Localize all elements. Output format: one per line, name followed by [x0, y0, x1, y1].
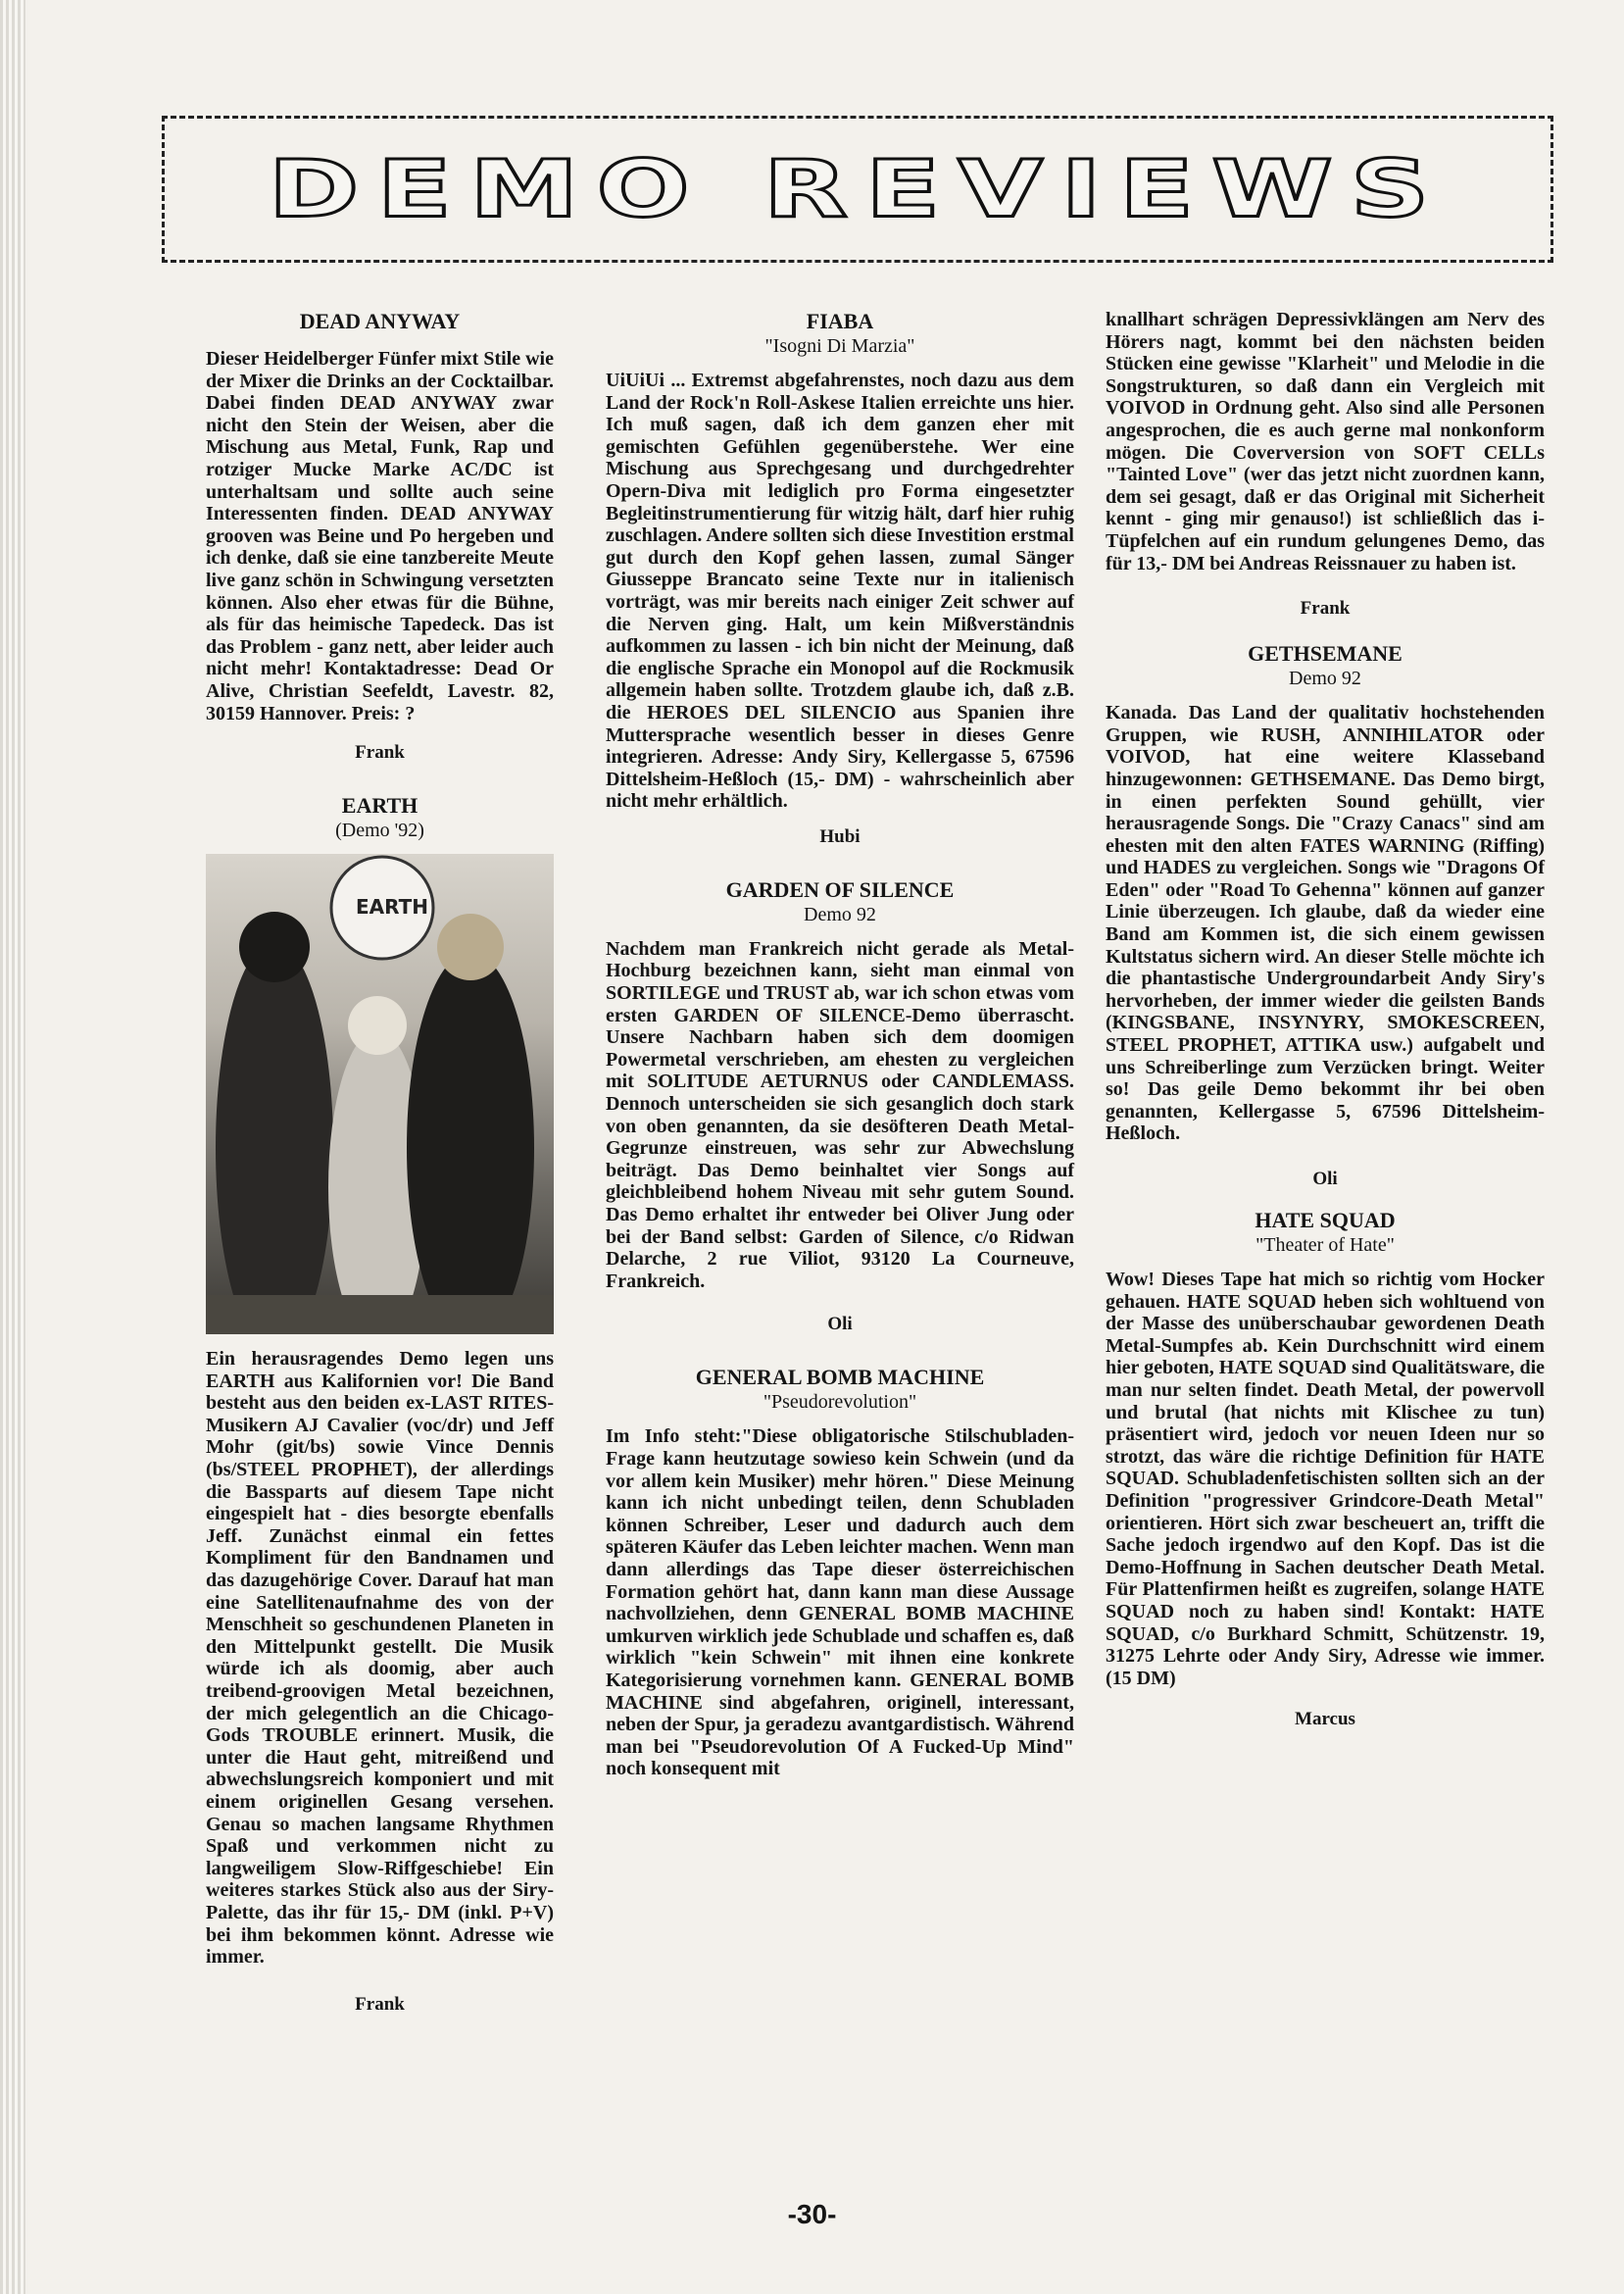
review-author: Oli — [827, 1314, 853, 1335]
page-number: -30- — [787, 2199, 837, 2229]
band-photo — [206, 854, 554, 1334]
band-logo-text: EARTH — [356, 895, 429, 920]
review-text-general-bomb-machine: Im Info steht:"Diese obligatorische Stilschubladen-Frage kann heutzutage sowieso kein Schwein (und da vor allem kein Musiker) mehr hören." Diese Meinung kann ich nicht unbedingt teilen, denn Schubladen können Schreiber, Leser und dadurch auch dem späteren Käufer das Leben leichter machen. Wenn man dann allerdings das Tape dieser österreichischen Formation gehört hat, dann kann man diese Aussage nachvollziehen, denn GENERAL BOMB MACHINE umkurven wirklich jede Schublade und schaffen es, daß wirklich "kein Schwein" mit ihnen eine konkrete Kategorisierung vornehmen kann. GENERAL BOMB MACHINE sind abgefahren, originell, interessant, neben der Spur, ja geradezu avantgardistisch. Während man bei "Pseudorevolution Of A Fucked-Up Mind" noch konsequent mit — [606, 1425, 1074, 1780]
review-subtitle-garden-of-silence: Demo 92 — [804, 903, 876, 925]
review-author: Marcus — [1295, 1709, 1355, 1730]
banner-title: DEMO REVIEWS — [268, 143, 1448, 235]
review-title-general-bomb-machine: GENERAL BOMB MACHINE — [695, 1365, 985, 1390]
review-title-garden-of-silence: GARDEN OF SILENCE — [725, 876, 955, 902]
review-title-earth: EARTH — [341, 793, 418, 819]
review-author: Frank — [355, 742, 405, 764]
review-author: Hubi — [819, 825, 861, 847]
review-text-gethsemane: Kanada. Das Land der qualitativ hochstehenden Gruppen, wie RUSH, ANNIHILATOR oder VOIVOD, hat eine weitere Klasseband hinzugewonnen: GETHSEMANE. Das Demo birgt, in einen perfekten Sound gehüllt, vier herausragende Songs. Die "Crazy Canacs" sind am ehesten mit den alten FATES WARNING (Riffing) und HADES zu vergleichen. Songs wie "Dragons Of Eden" oder "Road To Gehenna" können auf ganzer Linie überzeugen. Ich glaube, daß da wieder eine Band am Kommen ist, die sich einem gewissen Kultstatus sichern wird. An dieser Stelle möchte ich die phantastische Undergroundarbeit Andy Siry's hervorheben, der immer wieder die geilsten Bands (KINGSBANE, INSYNYRY, SMOKESCREEN, STEEL PROPHET, ATTIKA usw.) aufgabelt und uns Schreiberlinge zum Verzücken bringt. Weiter so! Das geile Demo bekommt ihr bei oben genannten, Kellergasse 5, 67596 Dittelsheim-Heßloch. — [1106, 702, 1545, 1145]
review-title-dead-anyway: DEAD ANYWAY — [299, 309, 461, 333]
review-subtitle-earth: (Demo '92) — [335, 820, 424, 842]
review-title-fiaba: FIABA — [806, 309, 874, 333]
review-subtitle-hate-squad: "Theater of Hate" — [1255, 1234, 1395, 1256]
review-author: Oli — [1312, 1169, 1338, 1189]
review-text-earth: Ein herausragendes Demo legen uns EARTH aus Kalifornien vor! Die Band besteht aus den beiden ex-LAST RITES-Musikern AJ Cavalier (voc/dr) und Jeff Mohr (git/bs) sowie Vince Dennis (bs/STEEL PROPHET), der allerdings die Bassparts auf diesem Tape nicht eingespielt hat - dies besorgte ebenfalls Jeff. Zunächst einmal ein fettes Kompliment für den Bandnamen und das dazugehörige Cover. Darauf hat man eine Satellitenaufnahme des von der Menschheit so geschundenen Planeten in den Mittelpunkt gestellt. Die Musik würde ich als doomig, aber auch treibend-groovigen Metal bezeichnen, der mich gelegentlich an die Chicago-Gods TROUBLE erinnert. Musik, die unter die Haut geht, mitreißend und abwechslungsreich komponiert und mit einem originellen Gesang versehen. Genau so machen langsame Rhythmen Spaß und verkommen nicht zu langweiligem Slow-Riffgeschiebe! Ein weiteres starkes Stück also aus der Siry-Palette, das ihr für 15,- DM (inkl. P+V) bei ihm bekommen könnt. Adresse wie immer. — [206, 1348, 554, 1969]
section-banner — [162, 116, 1553, 263]
column-3 — [1106, 309, 1545, 1746]
review-text-hate-squad: Wow! Dieses Tape hat mich so richtig vom Hocker gehauen. HATE SQUAD heben sich wohltuend von der Masse des unüberschaubar gewordenen Death Metal-Sumpfes ab. Kein Durchschnitt wird einem hier geboten, HATE SQUAD sind Qualitätsware, die man nur selten findet. Death Metal, der powervoll und brutal (hat nichts mit Klischee zu tun) präsentiert wird, jedoch vor neuen Ideen nur so strotzt, das wäre die richtige Definition für HATE SQUAD. Schubladenfetischisten sollten sich an der Definition "progressiver Grindcore-Death Metal" orientieren. Hört sich zwar bescheuert an, trifft die Sache jedoch irgendwo auf den Kopf. Das ist die Demo-Hoffnung in Sachen deutscher Death Metal. Für Plattenfirmen heißt es zugreifen, solange HATE SQUAD noch zu haben sind! Kontakt: HATE SQUAD, c/o Burkhard Schmitt, Schützenstr. 19, 31275 Lehrte oder Andy Siry, Adresse wie immer. (15 DM) — [1106, 1269, 1545, 1689]
review-text-garden-of-silence: Nachdem man Frankreich nicht gerade als Metal-Hochburg bezeichnen kann, sieht man einmal von SORTILEGE und TRUST ab, war ich schon etwas vom ersten GARDEN OF SILENCE-Demo überrascht. Unsere Nachbarn haben sich dem doomigen Powermetal verschrieben, am ehesten zu vergleichen mit SOLITUDE AETURNUS oder CANDLEMASS. Dennoch unterscheiden sie sich gesanglich doch stark von oben genannten, da sie desöfteren Death Metal-Gegrunze einstreuen, was sehr zur Abwechslung beiträgt. Das Demo beinhaltet vier Songs auf gleichbleibend hohem Niveau mit sehr gutem Sound. Das Demo erhaltet ihr entweder bei Oliver Jung oder bei der Band selbst: Garden of Silence, c/o Ridwan Delarche, 2 rue Viliot, 93120 La Courneuve, Frankreich. — [606, 937, 1074, 1292]
review-subtitle-general-bomb-machine: "Pseudorevolution" — [763, 1391, 917, 1414]
review-author: Frank — [355, 1993, 405, 2015]
page-binding-edge — [0, 0, 25, 2294]
column-1 — [206, 309, 554, 2031]
column-2 — [606, 309, 1074, 1780]
review-subtitle-fiaba: "Isogni Di Marzia" — [764, 335, 915, 357]
band-photo-illustration — [206, 854, 554, 1334]
review-title-gethsemane: GETHSEMANE — [1248, 641, 1403, 667]
review-subtitle-gethsemane: Demo 92 — [1289, 668, 1361, 690]
review-title-hate-squad: HATE SQUAD — [1255, 1208, 1396, 1232]
review-text-fiaba: UiUiUi ... Extremst abgefahrenstes, noch dazu aus dem Land der Rock'n Roll-Askese Italien erreichte uns hier. Ich muß sagen, daß ich dem ganzen eher mit gemischten Gefühlen gegenüberstehe. Wer eine Mischung aus Sprechgesang und durchgedrehter Opern-Diva mit lediglich pro Forma eingesetzter Begleitinstrumentierung für witzig hält, darf hier ruhig zuschlagen. Andere sollten sich diese Investition erstmal gut durch den Kopf gehen lassen, zumal Sänger Giusseppe Brancato seine Texte nur in italienisch vorträgt, was mir bereits nach einiger Zeit schwer auf die Nerven ging. Halt, um kein Mißverständnis aufkommen zu lassen - ich bin nicht der Meinung, daß die englische Sprache ein Monopol auf die Rockmusik allgemein haben sollte. Trotzdem glaube ich, daß z.B. die HEROES DEL SILENCIO aus Spanien ihre Muttersprache wesentlich besser in dieses Genre integrieren. Adresse: Andy Siry, Kellergasse 5, 67596 Dittelsheim-Heßloch (15,- DM) - wahrscheinlich aber nicht mehr erhältlich. — [606, 370, 1074, 813]
review-text-dead-anyway: Dieser Heidelberger Fünfer mixt Stile wie der Mixer die Drinks an der Cocktailbar. Dabei finden DEAD ANYWAY zwar nicht den Stein der Weisen, aber die Mischung aus Metal, Funk, Rap und rotziger Mucke Marke AC/DC ist unterhaltsam und sollte auch seine Interessenten finden. DEAD ANYWAY grooven was Beine und Po hergeben und ich denke, daß sie eine tanzbereite Meute live ganz schön in Schwingung versetzten können. Also eher etwas für die Bühne, als für das heimische Tapedeck. Das ist das Problem - ganz nett, aber leider auch nicht mehr! Kontaktadresse: Dead Or Alive, Christian Seefeldt, Lavestr. 82, 30159 Hannover. Preis: ? — [206, 348, 554, 724]
review-text-general-bomb-machine-continued: knallhart schrägen Depressivklängen am Nerv des Hörers nagt, kommt bei den nächsten beiden Stücken eine gewisse "Klarheit" und Melodie in die Songstrukturen, so daß dann ein Vergleich mit VOIVOD in Ordnung geht. Also sind alle Personen angesprochen, die es auch gerne mal nonkonform mögen. Die Coverversion von SOFT CELLs "Tainted Love" (wer das jetzt nicht zuordnen kann, dem sei gesagt, daß er das Original mit Sicherheit kennt - ging mir genauso!) ist schließlich das i-Tüpfelchen auf ein rundum gelungenes Demo, das für 13,- DM bei Andreas Reissnauer zu haben ist. — [1106, 309, 1545, 574]
review-author: Frank — [1300, 598, 1351, 620]
